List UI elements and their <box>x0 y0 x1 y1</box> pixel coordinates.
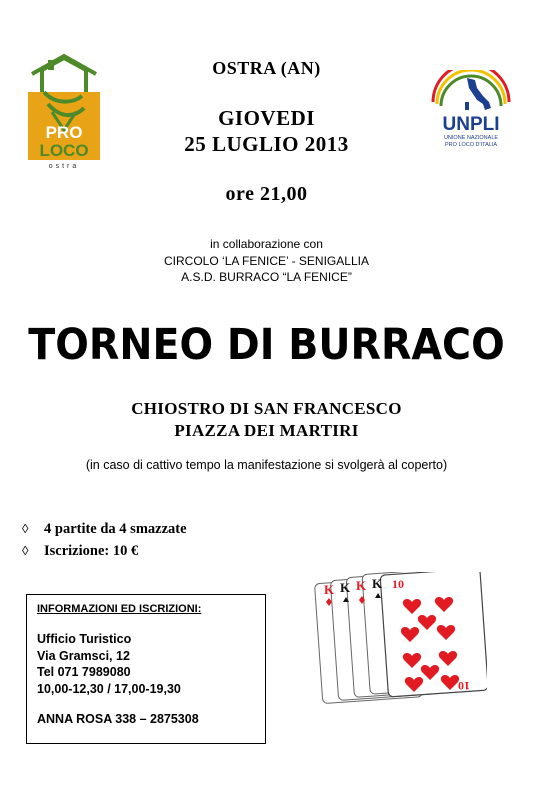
event-time: ore 21,00 <box>225 183 308 205</box>
proloco-text-town: ostra <box>48 163 80 170</box>
unpli-subtitle-1: UNIONE NAZIONALE <box>443 135 499 141</box>
info-office: Ufficio Turistico <box>37 632 132 646</box>
card-rank: K <box>324 582 335 597</box>
unpli-subtitle-2: PRO LOCO D'ITALIA <box>445 142 497 148</box>
card-rank: K <box>372 576 383 591</box>
list-item <box>22 518 187 540</box>
info-contact: ANNA ROSA 338 – 2875308 <box>37 712 199 726</box>
weather-note: (in caso di cattivo tempo la manifestazione si svolgerà al coperto) <box>85 458 448 472</box>
info-box <box>26 594 266 744</box>
diamond-bullet-icon: ◊ <box>22 521 29 536</box>
card-rank-bottom: 10 <box>458 679 470 693</box>
card-rank: 10 <box>392 577 404 591</box>
collaboration-partner-2: A.S.D. BURRACO “LA FENICE” <box>181 270 352 284</box>
proloco-text-loco: LOCO <box>39 141 89 160</box>
collaboration-block <box>0 236 533 286</box>
info-phone: Tel 071 7989080 <box>37 665 131 679</box>
event-date: 25 LUGLIO 2013 <box>184 132 349 156</box>
venue-block <box>0 398 533 442</box>
collaboration-partner-1: CIRCOLO ‘LA FENICE’ - SENIGALLIA <box>164 253 369 268</box>
card-rank: K <box>356 578 367 593</box>
town-heading: OSTRA (AN) <box>212 58 321 78</box>
playing-cards-illustration <box>312 572 487 707</box>
registration-fee: Iscrizione: 10 € <box>44 543 139 559</box>
card-rank: K <box>340 580 351 595</box>
event-title: TORNEO DI BURRACO <box>28 320 505 370</box>
info-hours: 10,00-12,30 / 17,00-19,30 <box>37 681 181 696</box>
info-title: INFORMAZIONI ED ISCRIZIONI: <box>37 603 202 615</box>
collaboration-intro: in collaborazione con <box>210 237 323 251</box>
venue-line-2: PIAZZA DEI MARTIRI <box>174 421 359 440</box>
proloco-text-pro: PRO <box>45 123 83 142</box>
venue-line-1: CHIOSTRO DI SAN FRANCESCO <box>131 399 402 418</box>
unpli-title: UNPLI <box>442 114 500 135</box>
event-day: GIOVEDI <box>218 106 315 130</box>
diamond-bullet-icon: ◊ <box>22 543 29 558</box>
details-list <box>22 518 187 562</box>
list-item <box>22 540 187 562</box>
games-detail: 4 partite da 4 smazzate <box>44 521 187 537</box>
info-address: Via Gramsci, 12 <box>37 648 130 663</box>
